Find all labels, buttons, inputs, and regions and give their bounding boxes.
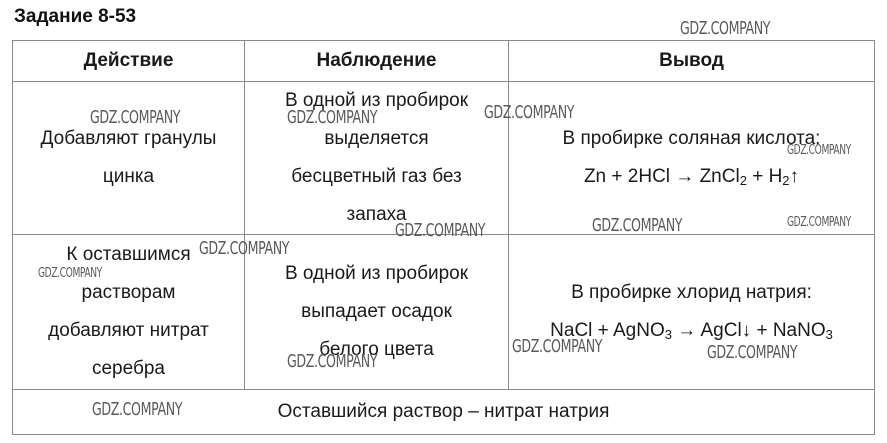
action-cell — [13, 82, 245, 235]
watermark: GDZ.COMPANY — [199, 238, 290, 259]
watermark: GDZ.COMPANY — [680, 18, 771, 39]
watermark: GDZ.COMPANY — [592, 215, 683, 236]
watermark: GDZ.COMPANY — [90, 107, 181, 128]
header-conclusion: Вывод — [509, 41, 875, 82]
watermark: GDZ.COMPANY — [787, 215, 851, 230]
watermark: GDZ.COMPANY — [484, 102, 575, 123]
task-title: Задание 8-53 — [14, 6, 137, 27]
watermark: GDZ.COMPANY — [787, 143, 851, 158]
header-row — [13, 41, 875, 82]
watermark: GDZ.COMPANY — [287, 351, 378, 372]
conclusion-text: В пробирке хлорид натрия: — [571, 282, 812, 303]
reaction-equation: NaCl + AgNO$_3$ → AgCl↓ + NaNO$_3$ — [550, 320, 833, 342]
header-action: Действие — [13, 41, 245, 82]
watermark: GDZ.COMPANY — [707, 342, 798, 363]
observation-line: выпадает осадок — [301, 301, 452, 322]
watermark: GDZ.COMPANY — [38, 266, 102, 281]
action-line: добавляют нитрат — [48, 320, 209, 341]
observation-line: выделяется — [324, 128, 429, 149]
observation-line: белого цвета — [319, 339, 434, 360]
observation-line: запаха — [346, 204, 407, 225]
observation-cell — [245, 82, 509, 235]
watermark: GDZ.COMPANY — [92, 399, 183, 420]
conclusion-text: В пробирке соляная кислота: — [562, 128, 821, 149]
observation-line: В одной из пробирок — [284, 263, 469, 284]
reaction-equation: Zn + 2HCl → ZnCl$_2$ + $H_2↑$ — [583, 166, 800, 188]
action-line: серебра — [91, 358, 165, 379]
table-row — [13, 235, 875, 390]
header-observation: Наблюдение — [245, 41, 509, 82]
action-line: растворам — [81, 282, 176, 303]
table-row — [13, 82, 875, 235]
action-line: Добавляют гранулы — [40, 128, 217, 149]
watermark: GDZ.COMPANY — [395, 220, 486, 241]
action-line: К оставшимся — [66, 244, 191, 265]
watermark: GDZ.COMPANY — [287, 107, 378, 128]
watermark: GDZ.COMPANY — [512, 336, 603, 357]
action-line: цинка — [102, 166, 155, 187]
observation-line: бесцветный газ без — [291, 166, 462, 187]
observation-line: В одной из пробирок — [284, 90, 469, 111]
final-conclusion: Оставшийся раствор – нитрат натрия — [13, 390, 875, 435]
conclusion-cell — [509, 235, 875, 390]
